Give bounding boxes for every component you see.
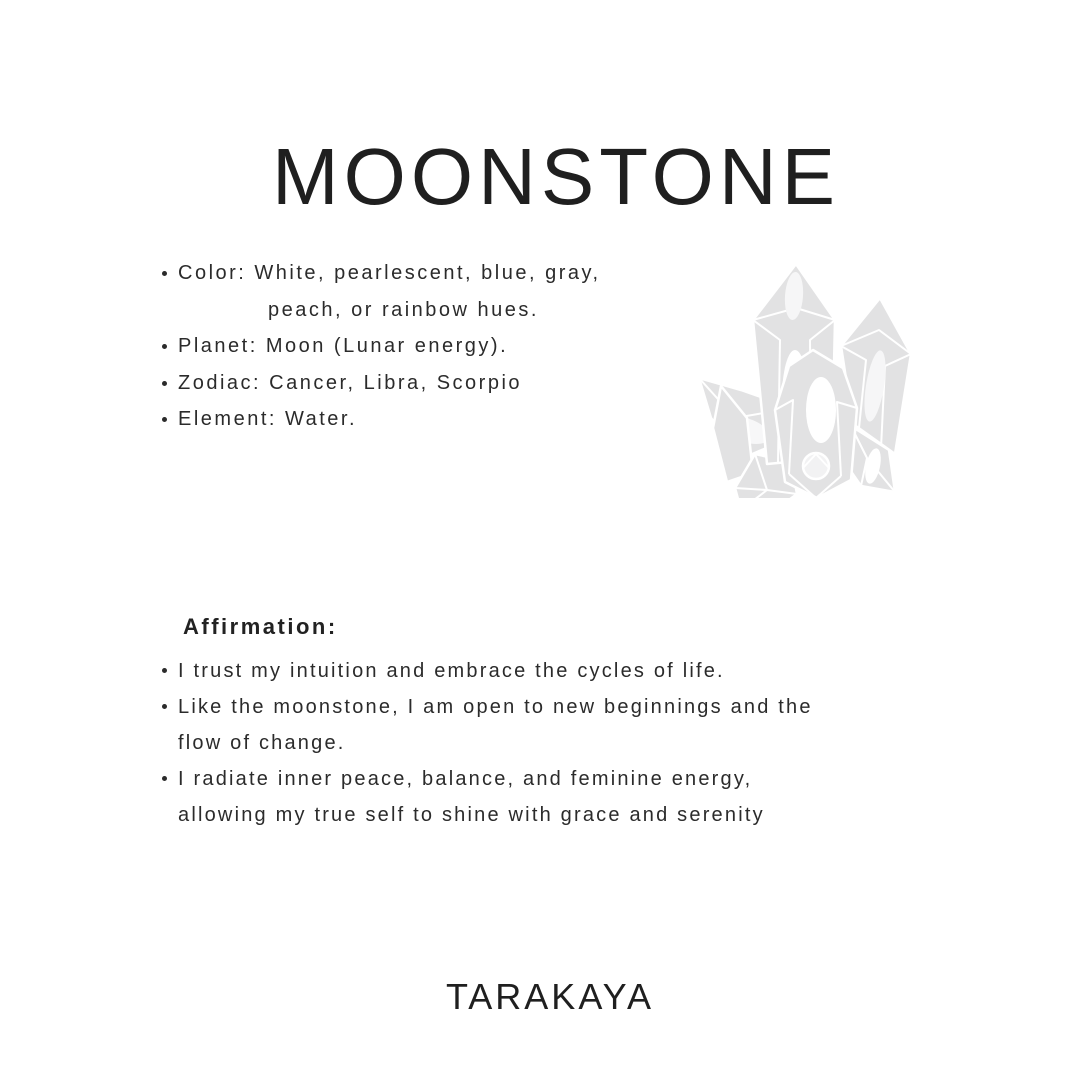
property-color-line2: peach, or rainbow hues. [268, 298, 539, 321]
affirmation-section [160, 612, 813, 833]
affirmation-item-3 [160, 761, 813, 833]
properties-list [160, 255, 601, 438]
brand-logo-text: TARAKAYA [445, 976, 655, 1017]
affirmation-1-line1: I trust my intuition and embrace the cycles of life. [178, 660, 725, 682]
crystal-cluster-icon [683, 258, 913, 498]
property-item-element [160, 401, 601, 438]
affirmation-item-2 [160, 689, 813, 761]
property-item-color [160, 255, 601, 328]
property-item-planet [160, 328, 601, 365]
affirmation-2-line1: Like the moonstone, I am open to new beginnings and the [178, 696, 813, 718]
properties-section [160, 255, 601, 438]
affirmation-heading: Affirmation: [183, 614, 338, 639]
property-color-line1: Color: White, pearlescent, blue, gray, [178, 262, 601, 284]
affirmation-3-line1: I radiate inner peace, balance, and feminine energy, [178, 768, 753, 790]
affirmation-3-line2: allowing my true self to shine with grace and serenity [178, 804, 765, 826]
property-zodiac-line1: Zodiac: Cancer, Libra, Scorpio [178, 371, 523, 394]
property-item-zodiac [160, 365, 601, 402]
affirmation-list [160, 653, 813, 833]
affirmation-2-line2: flow of change. [178, 732, 346, 754]
affirmation-item-1 [160, 653, 813, 689]
property-element-line1: Element: Water. [178, 408, 358, 430]
property-planet-line1: Planet: Moon (Lunar energy). [178, 335, 509, 357]
page-title: MOONSTONE [271, 132, 840, 221]
